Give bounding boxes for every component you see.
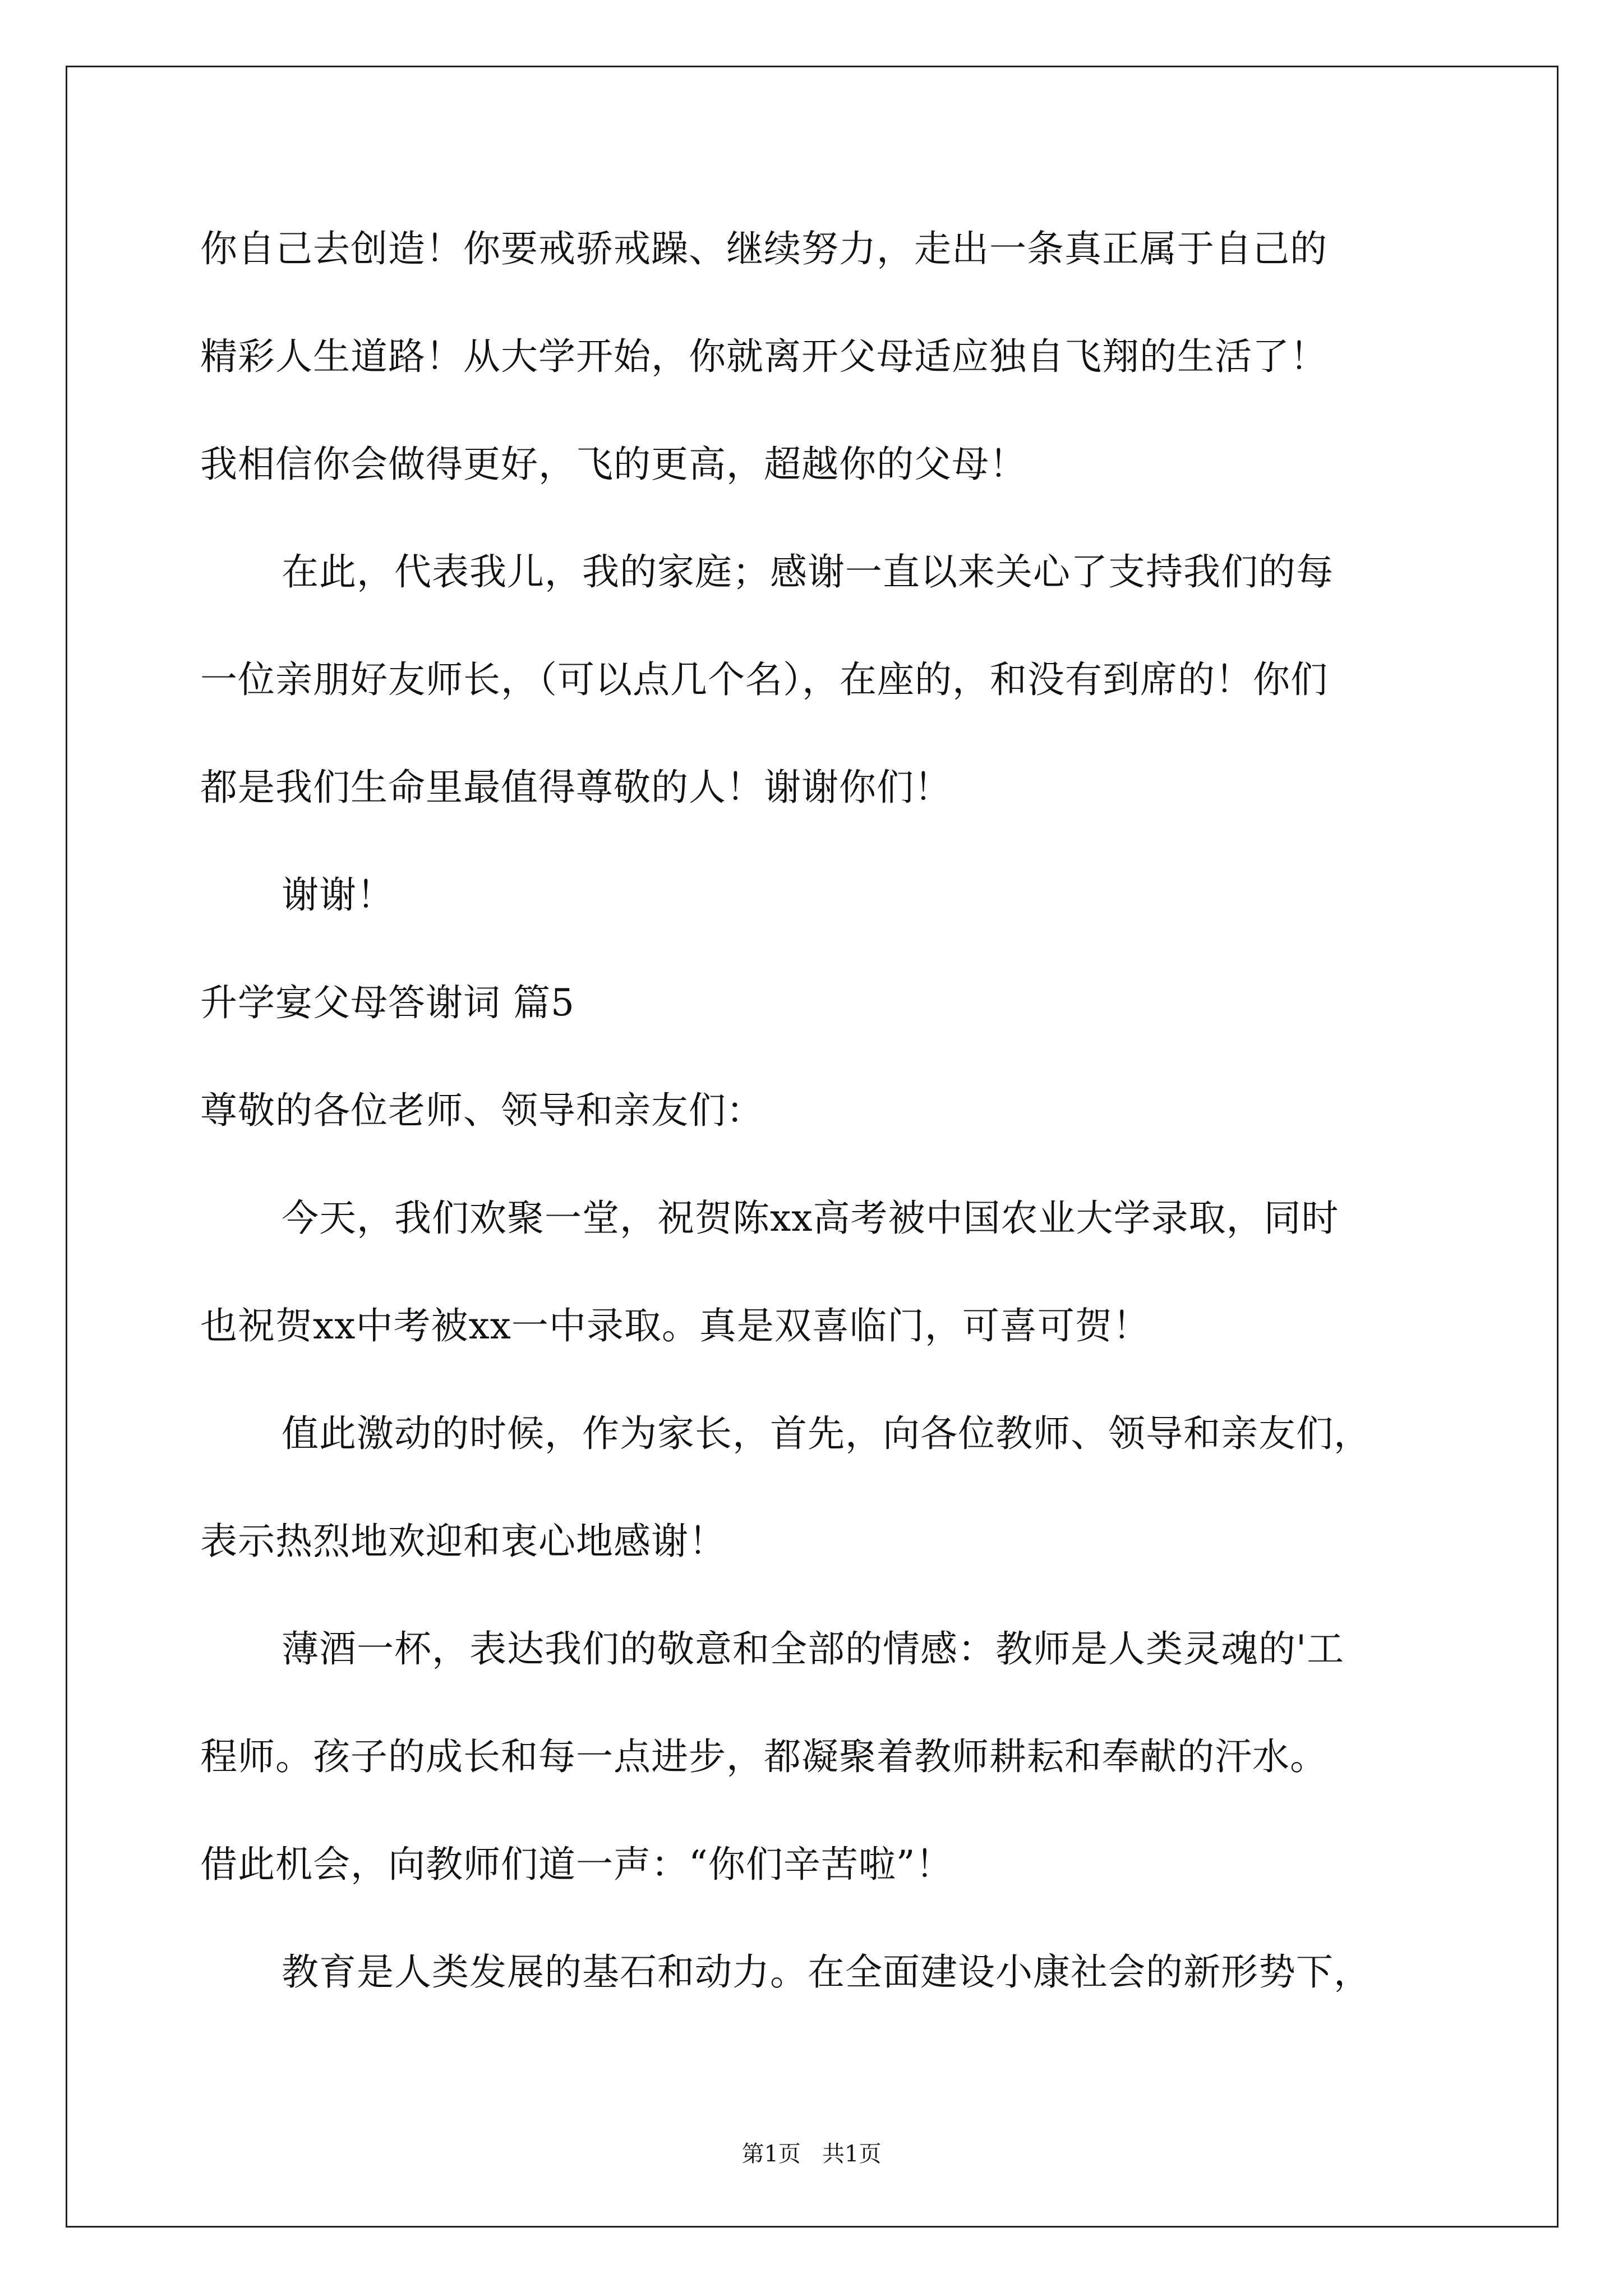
text-line: 谢谢！ <box>282 873 394 917</box>
text-line: 也祝贺xx中考被xx一中录取。真是双喜临门，可喜可贺！ <box>200 1304 1150 1347</box>
salutation: 尊敬的各位老师、领导和亲友们： <box>200 1089 764 1132</box>
text-line: 值此激动的时候，作为家长，首先，向各位教师、领导和亲友们， <box>282 1412 1371 1455</box>
text-line: 你自己去创造！你要戒骄戒躁、继续努力，走出一条真正属于自己的 <box>200 227 1327 270</box>
text-line: 我相信你会做得更好，飞的更高，超越你的父母！ <box>200 443 1027 486</box>
text-line: 一位亲朋好友师长，（可以点几个名），在座的，和没有到席的！你们 <box>200 658 1328 701</box>
text-line: 都是我们生命里最值得尊敬的人！谢谢你们！ <box>200 766 952 809</box>
section-heading: 升学宴父母答谢词 篇5 <box>200 981 575 1024</box>
text-line: 教育是人类发展的基石和动力。在全面建设小康社会的新形势下， <box>282 1950 1371 1994</box>
text-line: 借此机会，向教师们道一声：“你们辛苦啦”！ <box>200 1843 953 1886</box>
text-line: 精彩人生道路！从大学开始，你就离开父母适应独自飞翔的生活了！ <box>200 335 1327 378</box>
text-line: 表示热烈地欢迎和衷心地感谢！ <box>200 1520 726 1563</box>
text-line: 今天，我们欢聚一堂，祝贺陈xx高考被中国农业大学录取，同时 <box>282 1197 1339 1240</box>
page-frame <box>66 66 1559 2228</box>
text-line: 程师。孩子的成长和每一点进步，都凝聚着教师耕耘和奉献的汗水。 <box>200 1735 1327 1778</box>
text-line: 薄酒一杯，表达我们的敬意和全部的情感：教师是人类灵魂的'工 <box>282 1627 1345 1671</box>
page-footer: 第1页 共1页 <box>741 2141 882 2167</box>
text-line: 在此，代表我儿，我的家庭；感谢一直以来关心了支持我们的每 <box>282 550 1334 593</box>
